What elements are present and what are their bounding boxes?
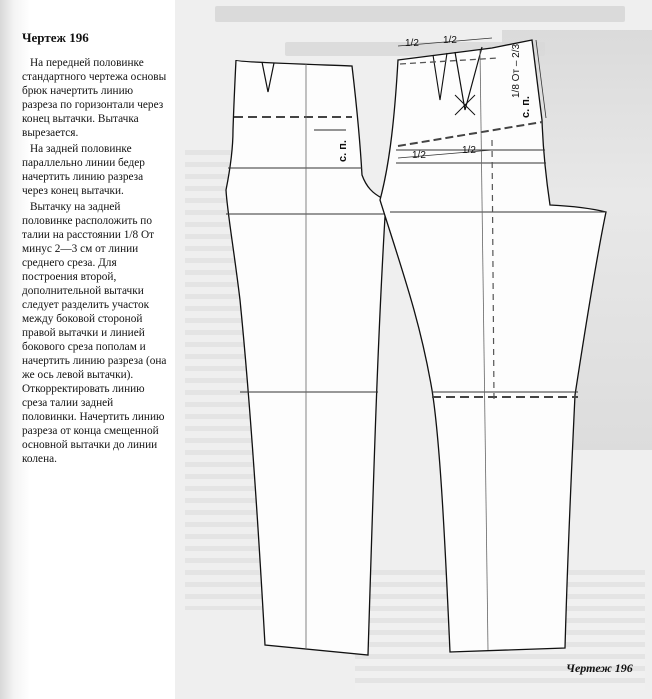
page-heading: Чертеж 196	[22, 30, 89, 45]
paragraph-darts: Вытачку на задней половинке расположить по талии на расстоянии 1/8 От минус 2—3 см от линии среднего среза. Для построения второй, дополнительной вытачки следует разделить участок между боковой стороной правой вытачки и линией бокового среза пополам и начертить линию разреза (она же ось левой вытачки). Откорректировать линию среза талии задней половинки. Начертить линию разреза от конца смещенной основной вытачки до линии колена.	[22, 201, 167, 465]
figure-caption: Чертеж 196	[566, 661, 633, 675]
back-half-pattern	[380, 40, 606, 652]
back-seam-label: с. п.	[520, 96, 532, 118]
front-seam-label: с. п.	[337, 140, 349, 162]
dim-label-top-left: 1/2	[405, 38, 419, 49]
back-half-outline	[380, 40, 606, 652]
paragraph-front: На передней половинке стандартного чертежа основы брюк начертить линию разреза по горизонтали через конец вытачки. Вытачка вырезается.	[22, 57, 167, 139]
dart-formula-label: 1/8 От – 2/3	[511, 43, 522, 98]
dim-label-bottom-right: 1/2	[462, 145, 476, 156]
dim-label-bottom-left: 1/2	[412, 150, 426, 161]
paragraph-back: На задней половинке параллельно линии бедер начертить линию разреза через конец вытачки.	[22, 143, 145, 197]
dim-label-top-right: 1/2	[443, 35, 457, 46]
